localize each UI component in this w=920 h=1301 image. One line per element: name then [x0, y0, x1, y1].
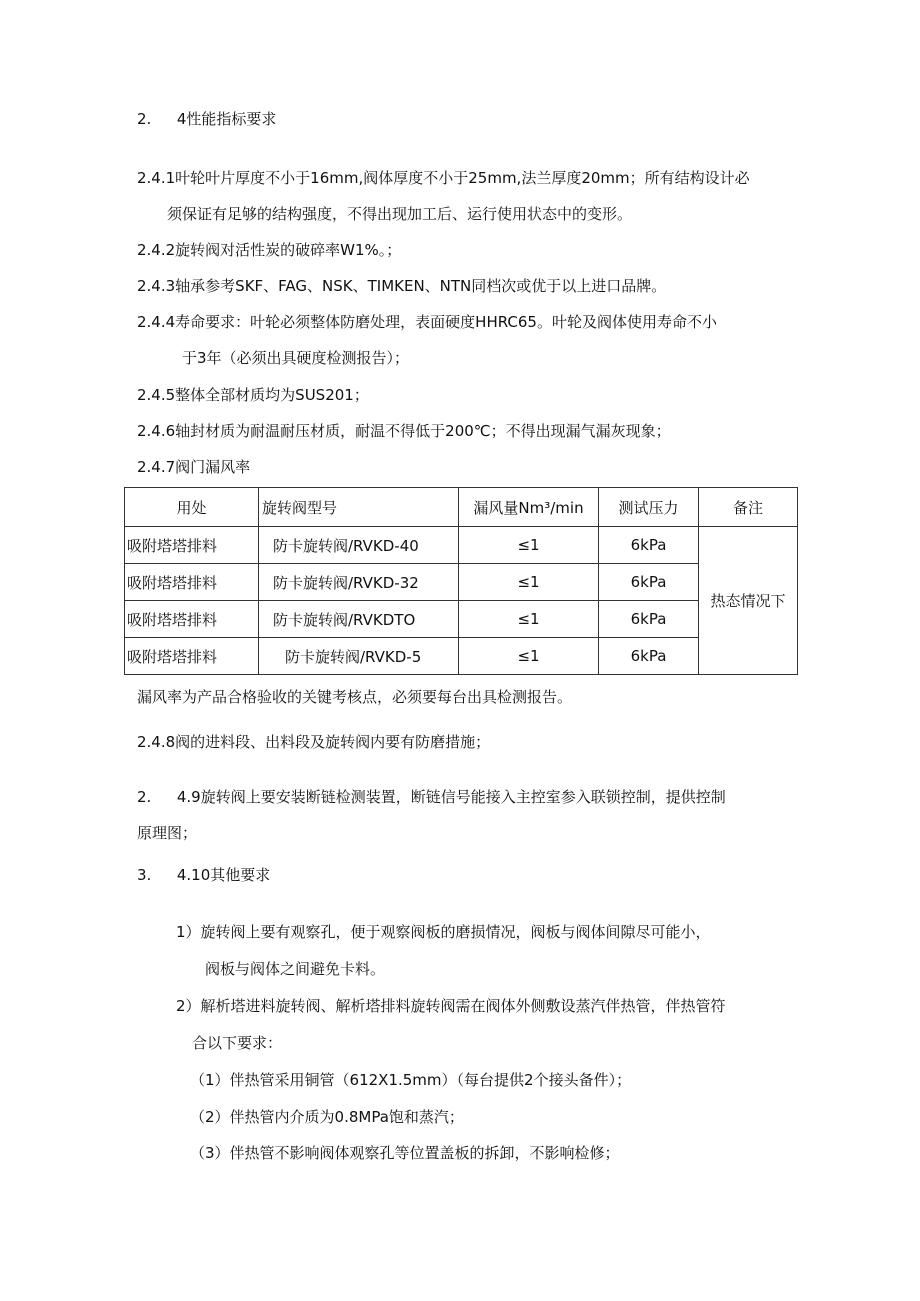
cell-use: 吸附塔塔排料 — [125, 638, 259, 675]
requirement-2-line2: 合以下要求： — [192, 1034, 283, 1052]
table-note: 漏风率为产品合格验收的关键考核点，必须要每台出具检测报告。 — [137, 688, 573, 706]
cell-pressure: 6kPa — [599, 564, 699, 601]
header-use: 用处 — [125, 488, 259, 527]
table-row — [125, 601, 798, 638]
item-2-4-9-line2: 原理图； — [137, 824, 198, 842]
item-2-4-5: 2.4.5整体全部材质均为SUS201； — [137, 386, 369, 404]
section-number: 2. — [137, 110, 152, 128]
cell-leak: ≤1 — [459, 564, 599, 601]
leak-rate-table — [124, 487, 798, 675]
item-4-10-number: 3. — [137, 866, 152, 884]
header-pressure: 测试压力 — [599, 488, 699, 527]
cell-model: 防卡旋转阀/RVKD-5 — [259, 638, 459, 675]
item-2-4-7: 2.4.7阀门漏风率 — [137, 458, 251, 476]
header-model: 旋转阀型号 — [259, 488, 459, 527]
item-2-4-4-line1: 2.4.4寿命要求：叶轮必须整体防磨处理，表面硬度HHRC65。叶轮及阀体使用寿命不小 — [137, 313, 717, 331]
cell-use: 吸附塔塔排料 — [125, 527, 259, 564]
cell-remark: 热态情况下 — [699, 527, 798, 675]
item-2-4-2: 2.4.2旋转阀对活性炭的破碎率W1%。； — [137, 241, 402, 259]
requirement-1-line2: 阀板与阀体之间避免卡料。 — [205, 960, 386, 978]
cell-leak: ≤1 — [459, 527, 599, 564]
cell-use: 吸附塔塔排料 — [125, 601, 259, 638]
requirement-1-line1: 1）旋转阀上要有观察孔，便于观察阀板的磨损情况，阀板与阀体间隙尽可能小， — [176, 923, 711, 941]
item-4-10-title: 4.10其他要求 — [176, 866, 271, 884]
item-2-4-6: 2.4.6轴封材质为耐温耐压材质，耐温不得低于200℃；不得出现漏气漏灰现象； — [137, 422, 671, 440]
table-row — [125, 527, 798, 564]
header-leak: 漏风量Nm³/min — [459, 488, 599, 527]
cell-leak: ≤1 — [459, 638, 599, 675]
header-remark: 备注 — [699, 488, 798, 527]
section-heading — [137, 108, 276, 130]
table-row — [125, 564, 798, 601]
table-row — [125, 638, 798, 675]
item-2-4-3: 2.4.3轴承参考SKF、FAG、NSK、TIMKEN、NTN同档次或优于以上进口品牌。 — [137, 277, 667, 295]
item-2-4-8: 2.4.8阀的进料段、出料段及旋转阀内要有防磨措施； — [137, 733, 491, 751]
cell-model: 防卡旋转阀/RVKD-32 — [259, 564, 459, 601]
sub-requirement-1: （1）伴热管采用铜管（612X1.5mm）（每台提供2个接头备件）； — [190, 1071, 632, 1089]
sub-requirement-3: （3）伴热管不影响阀体观察孔等位置盖板的拆卸，不影响检修； — [190, 1144, 620, 1162]
item-2-4-9-line1 — [137, 786, 726, 808]
cell-use: 吸附塔塔排料 — [125, 564, 259, 601]
cell-pressure: 6kPa — [599, 527, 699, 564]
item-2-4-1-line1: 2.4.1叶轮叶片厚度不小于16mm,阀体厚度不小于25mm,法兰厚度20mm；所有结构设计必 — [137, 169, 750, 187]
cell-pressure: 6kPa — [599, 638, 699, 675]
cell-model: 防卡旋转阀/RVKDTO — [259, 601, 459, 638]
cell-pressure: 6kPa — [599, 601, 699, 638]
item-2-4-9-number: 2. — [137, 788, 152, 806]
item-4-10-heading — [137, 864, 270, 886]
item-2-4-4-line2: 于3年（必须出具硬度检测报告）； — [182, 349, 410, 367]
requirement-2-line1: 2）解析塔进料旋转阀、解析塔排料旋转阀需在阀体外侧敷设蒸汽伴热管，伴热管符 — [176, 997, 726, 1015]
section-title: 4性能指标要求 — [176, 110, 277, 128]
cell-leak: ≤1 — [459, 601, 599, 638]
sub-requirement-2: （2）伴热管内介质为0.8MPa饱和蒸汽； — [190, 1108, 464, 1126]
item-2-4-9-text: 4.9旋转阀上要安装断链检测装置，断链信号能接入主控室参入联锁控制，提供控制 — [176, 788, 726, 806]
table-header-row — [125, 488, 798, 527]
item-2-4-1-line2: 须保证有足够的结构强度，不得出现加工后、运行使用状态中的变形。 — [167, 205, 633, 223]
cell-model: 防卡旋转阀/RVKD-40 — [259, 527, 459, 564]
